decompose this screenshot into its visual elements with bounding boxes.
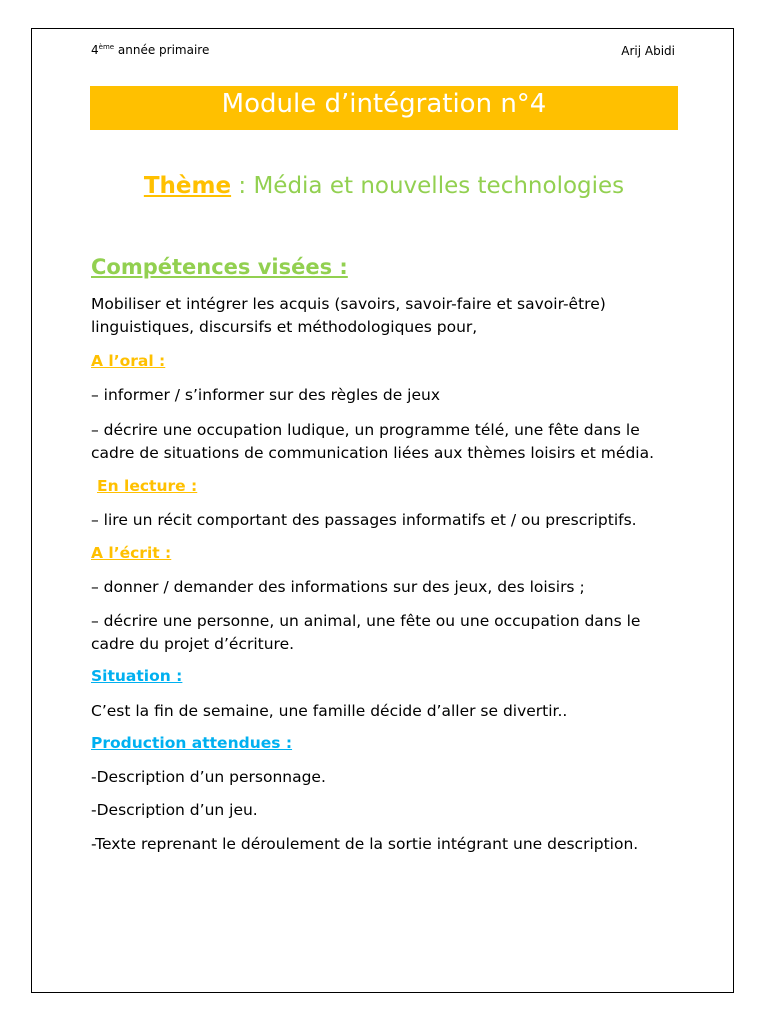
header-grade — [91, 43, 209, 57]
competences-heading: Compétences visées : — [91, 255, 348, 279]
grade-number: 4 — [91, 43, 99, 57]
lecture-item-1: – lire un récit comportant des passages informatifs et / ou prescriptifs. — [91, 511, 637, 529]
ecrit-item-2-line1: – décrire une personne, un animal, une fête ou une occupation dans le — [91, 612, 641, 630]
module-title: Module d’intégration n°4 — [90, 86, 678, 130]
theme-text: : Média et nouvelles technologies — [231, 173, 625, 199]
situation-text: C’est la fin de semaine, une famille décide d’aller se divertir.. — [91, 702, 568, 720]
header-author: Arij Abidi — [621, 44, 675, 58]
ecrit-item-2-line2: cadre du projet d’écriture. — [91, 635, 295, 653]
oral-item-2-line2: cadre de situations de communication liées aux thèmes loisirs et média. — [91, 444, 655, 462]
lecture-heading: En lecture : — [97, 477, 198, 495]
theme-label: Thème — [143, 173, 232, 199]
oral-item-2-line1: – décrire une occupation ludique, un programme télé, une fête dans le — [91, 421, 640, 439]
ecrit-item-1: – donner / demander des informations sur des jeux, des loisirs ; — [91, 578, 585, 596]
competences-intro-line2: linguistiques, discursifs et méthodologiques pour, — [91, 318, 478, 336]
oral-heading: A l’oral : — [91, 352, 166, 370]
competences-intro-line1: Mobiliser et intégrer les acquis (savoirs, savoir-faire et savoir-être) — [91, 295, 606, 313]
grade-text: année primaire — [114, 43, 210, 57]
production-item-3: -Texte reprenant le déroulement de la sortie intégrant une description. — [91, 835, 639, 853]
production-heading: Production attendues : — [91, 734, 293, 752]
ecrit-heading: A l’écrit : — [91, 544, 172, 562]
situation-heading: Situation : — [91, 667, 183, 685]
oral-item-1: – informer / s’informer sur des règles de jeux — [91, 386, 441, 404]
theme-line — [0, 170, 768, 202]
grade-superscript: ème — [98, 43, 115, 51]
production-item-1: -Description d’un personnage. — [91, 768, 326, 786]
production-item-2: -Description d’un jeu. — [91, 801, 258, 819]
